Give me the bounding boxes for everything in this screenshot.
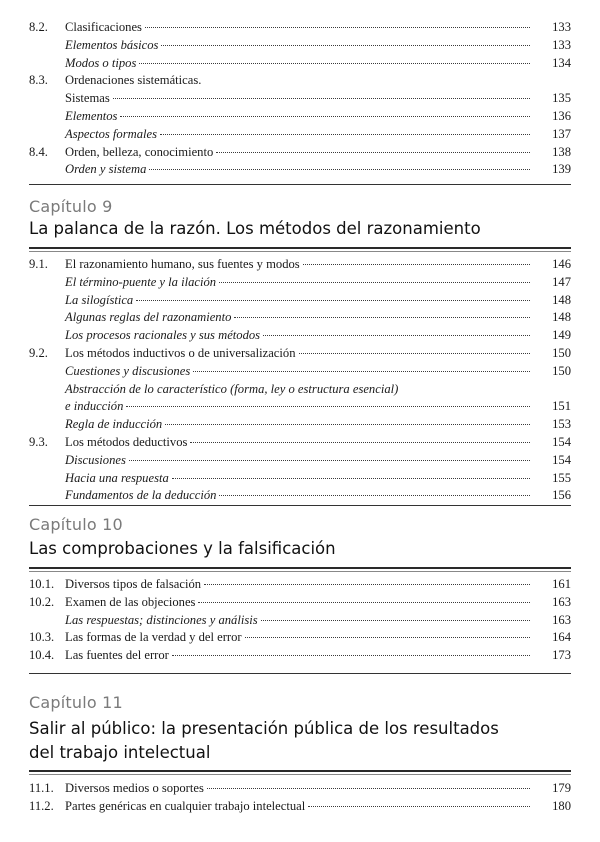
toc-entry-page: 161 [552,577,571,591]
dot-leader [129,459,530,461]
toc-entry-number: 10.4. [29,648,55,663]
toc-entry[interactable] [29,470,571,488]
toc-entry[interactable] [29,647,571,665]
dot-leader [193,370,530,372]
toc-entry-label: Regla de inducción [65,417,163,432]
dot-leader [113,97,530,99]
toc-entry-body [65,126,571,144]
toc-entry-body [65,452,571,470]
toc-entry-label: Aspectos formales [65,126,157,141]
toc-entry[interactable] [29,398,571,416]
toc-entry-page: 149 [552,328,571,343]
chapter-9-rule [29,247,571,249]
toc-entry-body [65,144,571,162]
dot-leader [219,494,530,496]
toc-entry[interactable] [29,126,571,144]
toc-entry-label: Fundamentos de la deducción [65,488,217,503]
toc-entry-body [65,256,571,274]
dot-leader [303,263,530,265]
toc-entry-body [65,381,571,399]
toc-entry-label: El término-puente y la ilación [65,274,217,289]
toc-entry[interactable] [29,798,571,816]
toc-entry-page: 150 [552,363,571,378]
toc-entry-body [65,780,571,798]
chapter-10-title: Las comprobaciones y la falsificación [29,539,336,558]
toc-entry-body [65,19,571,37]
toc-entry-body [65,292,571,310]
toc-entry-page: 156 [552,488,571,503]
toc-entry[interactable] [29,108,571,126]
dot-leader [204,583,530,585]
dot-leader [136,299,530,301]
toc-entry-label: Elementos básicos [65,37,159,52]
toc-entry-page: 134 [552,55,571,70]
toc-entry-number: 9.2. [29,345,48,360]
toc-entry-label: Cuestiones y discusiones [65,363,191,378]
dot-leader [145,26,530,28]
toc-entry-page: 136 [552,108,571,123]
toc-entry-label: Algunas reglas del razonamiento [65,310,232,325]
toc-entry-label: Las fuentes del error [65,648,169,663]
dot-leader [161,44,530,46]
toc-entry[interactable] [29,144,571,162]
toc-entry-label: e inducción [65,399,124,414]
dot-leader [139,62,530,64]
toc-entry[interactable] [29,416,571,434]
toc-section-chapter-9 [29,256,571,505]
dot-leader [120,115,530,117]
toc-entry-page: 154 [552,434,571,449]
toc-entry-body [65,363,571,381]
chapter-11-label: Capítulo 11 [29,693,123,712]
toc-entry-label: Los métodos inductivos o de universalización [65,345,296,360]
toc-entry[interactable] [29,37,571,55]
toc-entry-number: 9.1. [29,257,48,271]
toc-entry-body [65,576,571,594]
toc-entry-body [65,274,571,292]
toc-entry[interactable] [29,452,571,470]
section-divider [29,505,571,506]
toc-entry-body [65,798,571,816]
toc-entry[interactable] [29,161,571,179]
toc-entry-number: 9.3. [29,434,48,449]
toc-entry-label: Las formas de la verdad y del error [65,630,242,645]
toc-entry-label: Sistemas [65,91,110,106]
toc-entry-page: 146 [552,257,571,271]
toc-entry-label: Hacia una respuesta [65,470,169,485]
dot-leader [172,477,530,479]
toc-entry-body [65,108,571,126]
toc-entry-label: El razonamiento humano, sus fuentes y modos [65,257,300,271]
toc-entry-page: 151 [552,399,571,414]
toc-entry-label: Los procesos racionales y sus métodos [65,328,261,343]
toc-entry[interactable] [29,434,571,452]
dot-leader [299,352,531,354]
chapter-10-label: Capítulo 10 [29,515,123,534]
toc-entry-number: 8.4. [29,144,48,159]
toc-entry[interactable] [29,487,571,505]
toc-entry-label: Orden y sistema [65,162,147,177]
toc-entry[interactable] [29,327,571,345]
toc-entry-body [65,327,571,345]
toc-entry[interactable] [29,363,571,381]
toc-entry[interactable] [29,55,571,73]
dot-leader [216,151,530,153]
toc-entry-page: 154 [552,452,571,467]
toc-entry[interactable] [29,274,571,292]
toc-entry-body [65,647,571,665]
chapter-9-title: La palanca de la razón. Los métodos del razonamiento [29,219,481,238]
toc-entry-label: Diversos tipos de falsación [65,577,202,591]
toc-entry-number: 10.1. [29,577,55,591]
toc-entry-page: 179 [552,781,571,795]
toc-entry-label: La silogística [65,292,134,307]
toc-entry-label: Orden, belleza, conocimiento [65,144,214,159]
toc-section-chapter-8 [29,19,571,179]
section-divider [29,673,571,674]
toc-entry[interactable] [29,72,571,90]
toc-entry[interactable] [29,594,571,612]
toc-entry-label: Diversos medios o soportes [65,781,204,795]
toc-entry-body [65,416,571,434]
toc-entry-page: 180 [552,798,571,813]
toc-entry-page: 153 [552,417,571,432]
dot-leader [160,133,530,135]
dot-leader [308,805,530,807]
toc-entry-body [65,37,571,55]
toc-entry-body [65,434,571,452]
toc-entry-label: Ordenaciones sistemáticas. [65,73,202,88]
toc-entry-number: 10.3. [29,630,55,645]
toc-entry[interactable] [29,19,571,37]
toc-entry-number: 11.1. [29,781,54,795]
toc-entry-page: 164 [552,630,571,645]
toc-entry-body [65,90,571,108]
dot-leader [172,654,530,656]
chapter-11-rule [29,770,571,772]
toc-entry-label: Los métodos deductivos [65,434,188,449]
toc-entry-label: Abstracción de lo característico (forma, ley o estructura esencial) [65,381,399,396]
dot-leader [219,281,530,283]
toc-entry[interactable] [29,345,571,363]
toc-entry-body [65,629,571,647]
toc-entry-body [65,487,571,505]
toc-entry-body [65,72,571,90]
dot-leader [126,405,530,407]
toc-entry-label: Examen de las objeciones [65,594,196,609]
toc-section-chapter-10 [29,576,571,665]
dot-leader [234,316,530,318]
chapter-10-rule [29,567,571,569]
toc-entry-page: 137 [552,126,571,141]
toc-entry-body [65,161,571,179]
toc-entry-label: Elementos [65,108,118,123]
dot-leader [190,441,530,443]
toc-entry-page: 133 [552,20,571,34]
toc-entry-body [65,470,571,488]
dot-leader [245,636,530,638]
chapter-11-title-line-2: del trabajo intelectual [29,743,211,762]
toc-entry-page: 148 [552,310,571,325]
toc-entry[interactable] [29,629,571,647]
toc-entry-page: 135 [552,91,571,106]
section-divider [29,184,571,185]
dot-leader [207,787,530,789]
toc-entry-page: 163 [552,594,571,609]
dot-leader [165,423,530,425]
toc-entry-number: 10.2. [29,594,55,609]
toc-entry-page: 133 [552,37,571,52]
toc-entry[interactable] [29,576,571,594]
chapter-11-title-line-1: Salir al público: la presentación pública de los resultados [29,719,499,738]
toc-entry[interactable] [29,309,571,327]
toc-entry-body [65,345,571,363]
toc-entry[interactable] [29,90,571,108]
toc-entry-page: 139 [552,162,571,177]
toc-entry-body [65,398,571,416]
toc-entry-page: 138 [552,144,571,159]
toc-entry-label: Clasificaciones [65,20,142,34]
toc-entry-label: Las respuestas; distinciones y análisis [65,612,258,627]
toc-entry-page: 150 [552,345,571,360]
toc-entry[interactable] [29,780,571,798]
toc-entry-body [65,55,571,73]
toc-entry-page: 173 [552,648,571,663]
toc-entry-label: Partes genéricas en cualquier trabajo intelectual [65,798,306,813]
toc-entry-number: 11.2. [29,798,54,813]
dot-leader [198,601,530,603]
toc-entry-body [65,612,571,630]
toc-entry-number: 8.2. [29,20,48,34]
toc-entry-page: 163 [552,612,571,627]
toc-entry[interactable] [29,612,571,630]
chapter-9-label: Capítulo 9 [29,197,113,216]
toc-entry-number: 8.3. [29,73,48,88]
toc-entry-body [65,594,571,612]
toc-entry-label: Modos o tipos [65,55,137,70]
dot-leader [149,168,530,170]
dot-leader [263,334,530,336]
toc-entry[interactable] [29,256,571,274]
toc-entry[interactable] [29,381,571,399]
toc-section-chapter-11 [29,780,571,816]
toc-entry-page: 147 [552,274,571,289]
toc-entry-body [65,309,571,327]
toc-entry[interactable] [29,292,571,310]
toc-entry-page: 155 [552,470,571,485]
dot-leader [261,619,530,621]
toc-entry-label: Discusiones [65,452,126,467]
toc-entry-page: 148 [552,292,571,307]
